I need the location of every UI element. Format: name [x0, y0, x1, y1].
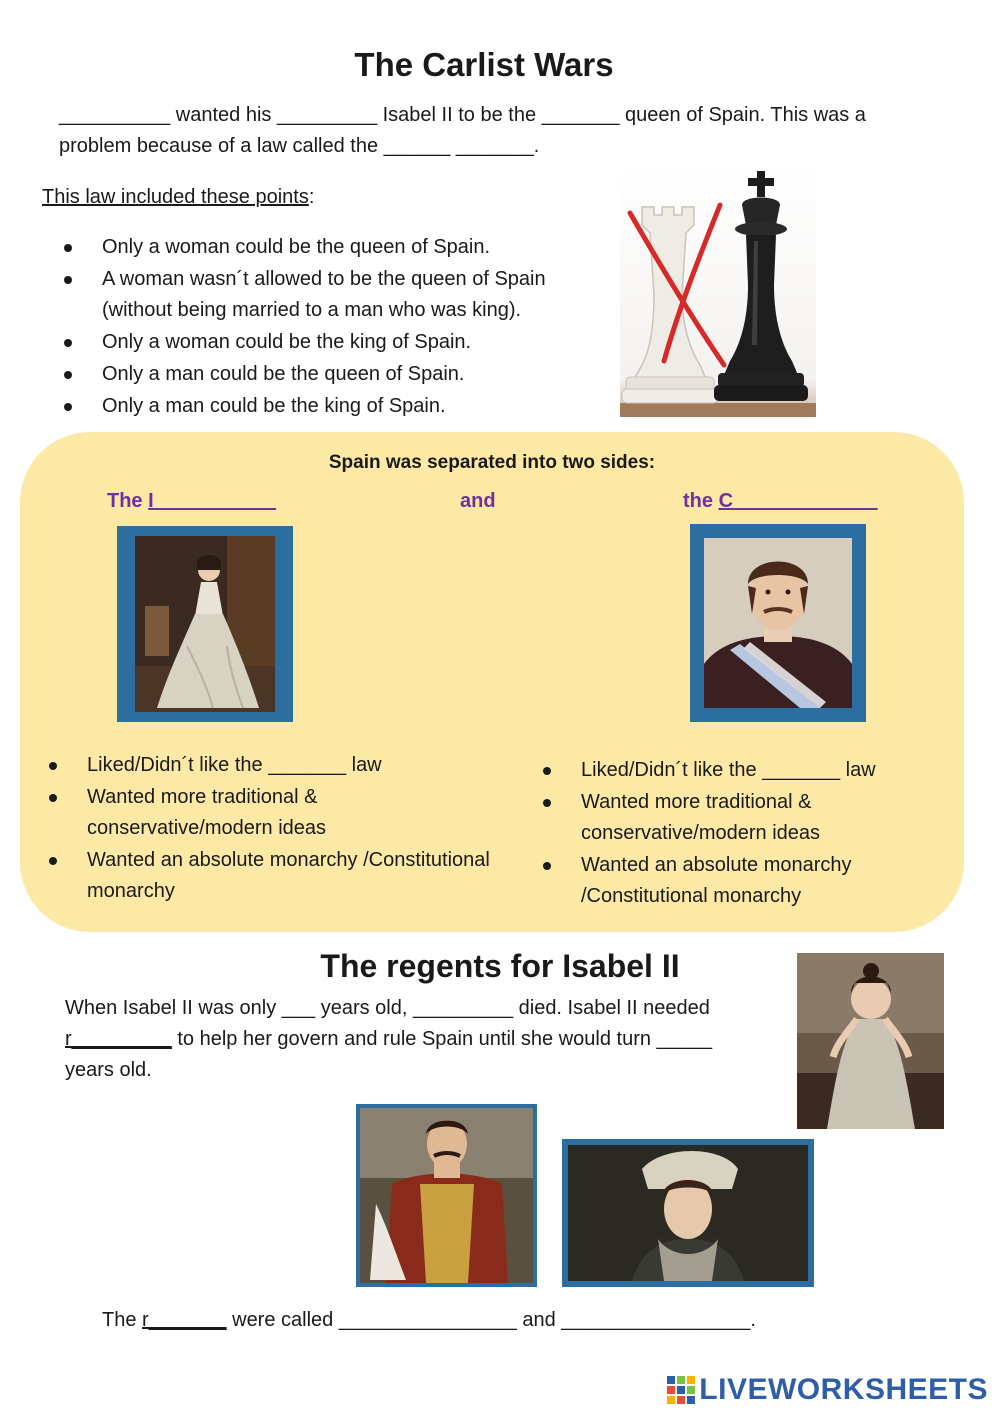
right-side-blank[interactable]: C_____________ [718, 490, 878, 512]
regents-title: The regents for Isabel II [320, 948, 680, 984]
page-title: The Carlist Wars [354, 46, 614, 83]
maria-cristina-portrait-image [562, 1139, 814, 1287]
young-isabel-portrait [797, 953, 944, 1129]
sides-title: Spain was separated into two sides: [328, 452, 656, 473]
left-side-point: Liked/Didn´t like the _______ law [43, 750, 503, 781]
chess-pieces-image [620, 165, 816, 417]
carlos-portrait-image [690, 524, 866, 722]
law-heading-text: This law included these points [42, 186, 309, 208]
regents-line-2-rest: to help her govern and rule Spain until she would turn _____ [171, 1028, 713, 1050]
left-side-point: Wanted an absolute monarchy /Constitutional monarchy [43, 845, 503, 907]
law-heading-colon: : [308, 186, 315, 208]
law-point: Only a man could be the king of Spain. [58, 391, 618, 422]
regents-line-2 [65, 1024, 785, 1055]
final-rest: were called ________________ and _________________. [226, 1309, 756, 1331]
law-point: Only a man could be the queen of Spain. [58, 359, 618, 390]
liveworksheets-logo [667, 1372, 988, 1408]
left-side-points [43, 750, 503, 908]
right-side-point: Liked/Didn´t like the _______ law [537, 755, 957, 786]
carlos-portrait [690, 524, 866, 722]
law-point: Only a woman could be the king of Spain. [58, 327, 618, 358]
intro-paragraph [59, 100, 939, 162]
regents-paragraph [65, 993, 785, 1086]
logo-text: LIVEWORKSHEETS [699, 1373, 988, 1406]
left-side-prefix: The [107, 490, 149, 512]
maria-cristina-portrait [562, 1139, 814, 1287]
final-blank[interactable]: r_______ [142, 1309, 227, 1331]
espartero-portrait-image [356, 1104, 537, 1287]
left-side-point: Wanted more traditional & conservative/modern ideas [43, 782, 503, 844]
final-sentence [102, 1309, 756, 1332]
regents-line-3: years old. [65, 1059, 152, 1081]
right-side-prefix: the [683, 490, 719, 512]
final-prefix: The [102, 1309, 143, 1331]
right-side-points [537, 755, 957, 913]
espartero-portrait [356, 1104, 537, 1287]
intro-line-1: __________ wanted his _________ Isabel II to be the _______ queen of Spain. This was a [59, 104, 866, 126]
regents-line-1: When Isabel II was only ___ years old, _________ died. Isabel II needed [65, 997, 710, 1019]
law-heading [42, 186, 314, 209]
law-point: A woman wasn´t allowed to be the queen of Spain (without being married to a man who was king). [58, 264, 618, 326]
logo-grid-icon [667, 1376, 695, 1404]
right-side-label [683, 490, 878, 513]
left-side-label [107, 490, 276, 513]
right-side-point: Wanted more traditional & conservative/modern ideas [537, 787, 957, 849]
right-side-point: Wanted an absolute monarchy /Constitutional monarchy [537, 850, 957, 912]
law-points-list [58, 232, 618, 423]
and-label: and [460, 490, 496, 512]
isabel-portrait [117, 526, 293, 722]
law-point: Only a woman could be the queen of Spain. [58, 232, 618, 263]
left-side-blank[interactable]: I___________ [148, 490, 277, 512]
intro-line-2: problem because of a law called the ______ _______. [59, 135, 540, 157]
regents-blank[interactable]: r_________ [65, 1028, 172, 1050]
isabel-portrait-image [117, 526, 293, 722]
